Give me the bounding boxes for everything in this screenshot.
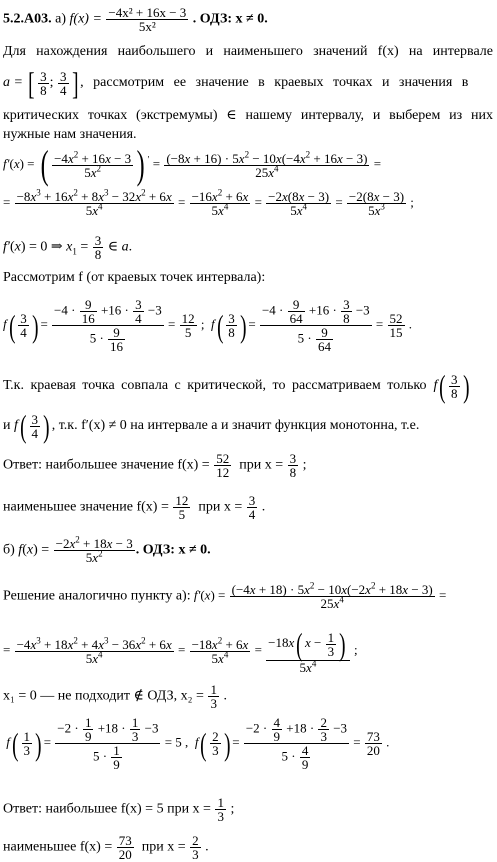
b-answer-max: Ответ: наибольшее f(x) = 5 при x = $\frac{1}{3}$ ; <box>3 795 235 824</box>
b-derivative-line-2: = $\frac{-4x^3 + 18x^2 + 4x^3 - 36x^2 + 6x}{5x^4}$ = $\frac{-18x^2 + 6x}{5x^4}$ = −18x( x − $\frac{1}{3}$ ) $5x^4$ ; <box>3 626 358 675</box>
intro-line-2: a = [ $\frac{3}{8}$ ; $\frac{3}{4}$ ] , рассмотрим ее значение в краевых точках и значения в <box>3 65 469 101</box>
fx-label: f(x) = <box>69 11 102 27</box>
problem-header <box>3 6 268 33</box>
derivative-line-2: = $\frac{-8x^3 + 16x^2 + 8x^3 - 32x^2 + 6x}{5x^4}$ = $\frac{-16x^2 + 6x}{5x^4}$ = $\frac{-2x(8x - 3)}{5x^4}$ = $\frac{-2(8x - 3)}{5x^3}$ ; <box>3 187 414 218</box>
intro-line-1: Для нахождения наибольшего и наименьшего значений f(x) на интервале <box>3 44 493 59</box>
part-a-label: а) <box>55 11 67 27</box>
part-b-header: б) f(x) = $\frac{-2x^2 + 18x - 3}{5x^2}$ . ОДЗ: x ≠ 0. <box>3 534 211 565</box>
derivative-line-1: f′(x) = ( $\frac{-4x^2 + 16x - 3}{5x^2}$ ) ′ = $\frac{(-8x + 16) \cdot 5x^2 - 10x(-4x^2 + 16x - 3)}{25x^4}$ = <box>3 142 382 187</box>
consider-line: Рассмотрим f (от краевых точек интервала): <box>3 270 266 285</box>
intro-line-3: критических точках (экстремумы) ∈ нашему интервалу, и выберем из них <box>3 108 493 123</box>
answer-min-a: наименьшее значение f(x) = $\frac{12}{5}$ при x = $\frac{3}{4}$ . <box>3 493 266 522</box>
since-line-2: и f( $\frac{3}{4}$ ) , т.к. f′(x) ≠ 0 на интервале a и значит функция монотонна, т.е. <box>3 408 420 444</box>
odz-a: . ОДЗ: x ≠ 0. <box>192 11 268 27</box>
b-answer-min: наименьшее f(x) = $\frac{73}{20}$ при x = $\frac{2}{3}$ . <box>3 833 209 862</box>
since-line-1: Т.к. краевая точка совпала с критической, то рассматриваем только f( $\frac{3}{8}$ ) <box>3 368 470 404</box>
intro-line-4: нужные нам значения. <box>3 127 137 142</box>
b-edge-values-line: f( $\frac{1}{3}$ ) = −2 · $\frac{1}{9}$ +18 · $\frac{1}{3}$ −3 5 · $\frac{1}{9}$ = 5 , f( $\frac{2}{3}$ ) = −2 · $\frac{4}{9}$ +18 · $\frac{2}{3}$ −3 5 · $\frac{4}{9}$ = $\frac{73}{20}$ . <box>6 715 390 772</box>
critical-point-line: f′(x) = 0 ⇒ $x_1$ = $\frac{3}{8}$ ∈ a. <box>3 233 133 262</box>
fx-fraction: $\frac{\text{−4x² + 16x − 3}}{\text{5x²}}$ <box>108 5 187 34</box>
problem-number: 5.2.А03. <box>3 11 52 27</box>
edge-values-line: f( $\frac{3}{4}$ ) = −4 · $\frac{9}{16}$ +16 · $\frac{3}{4}$ −3 5 · $\frac{9}{16}$ = $\frac{12}{5}$ ; f( $\frac{3}{8}$ ) = −4 · $\frac{9}{64}$ +16 · $\frac{3}{8}$ −3 5 · $\frac{9}{64}$ = $\frac{52}{15}$ . <box>3 297 412 354</box>
answer-max-a: Ответ: наибольшее значение f(x) = $\frac{52}{12}$ при x = $\frac{3}{8}$ ; <box>3 451 307 480</box>
b-derivative-line-1: Решение аналогично пункту а): f′(x) = $\frac{(-4x + 18) \cdot 5x^2 - 10x(-2x^2 + 18x - 3)}{25x^4}$ = <box>3 580 447 611</box>
b-critical-line: x₁ = 0 — не подходит ∉ ОДЗ, x₂ = $\frac{1}{3}$ . <box>3 682 227 711</box>
